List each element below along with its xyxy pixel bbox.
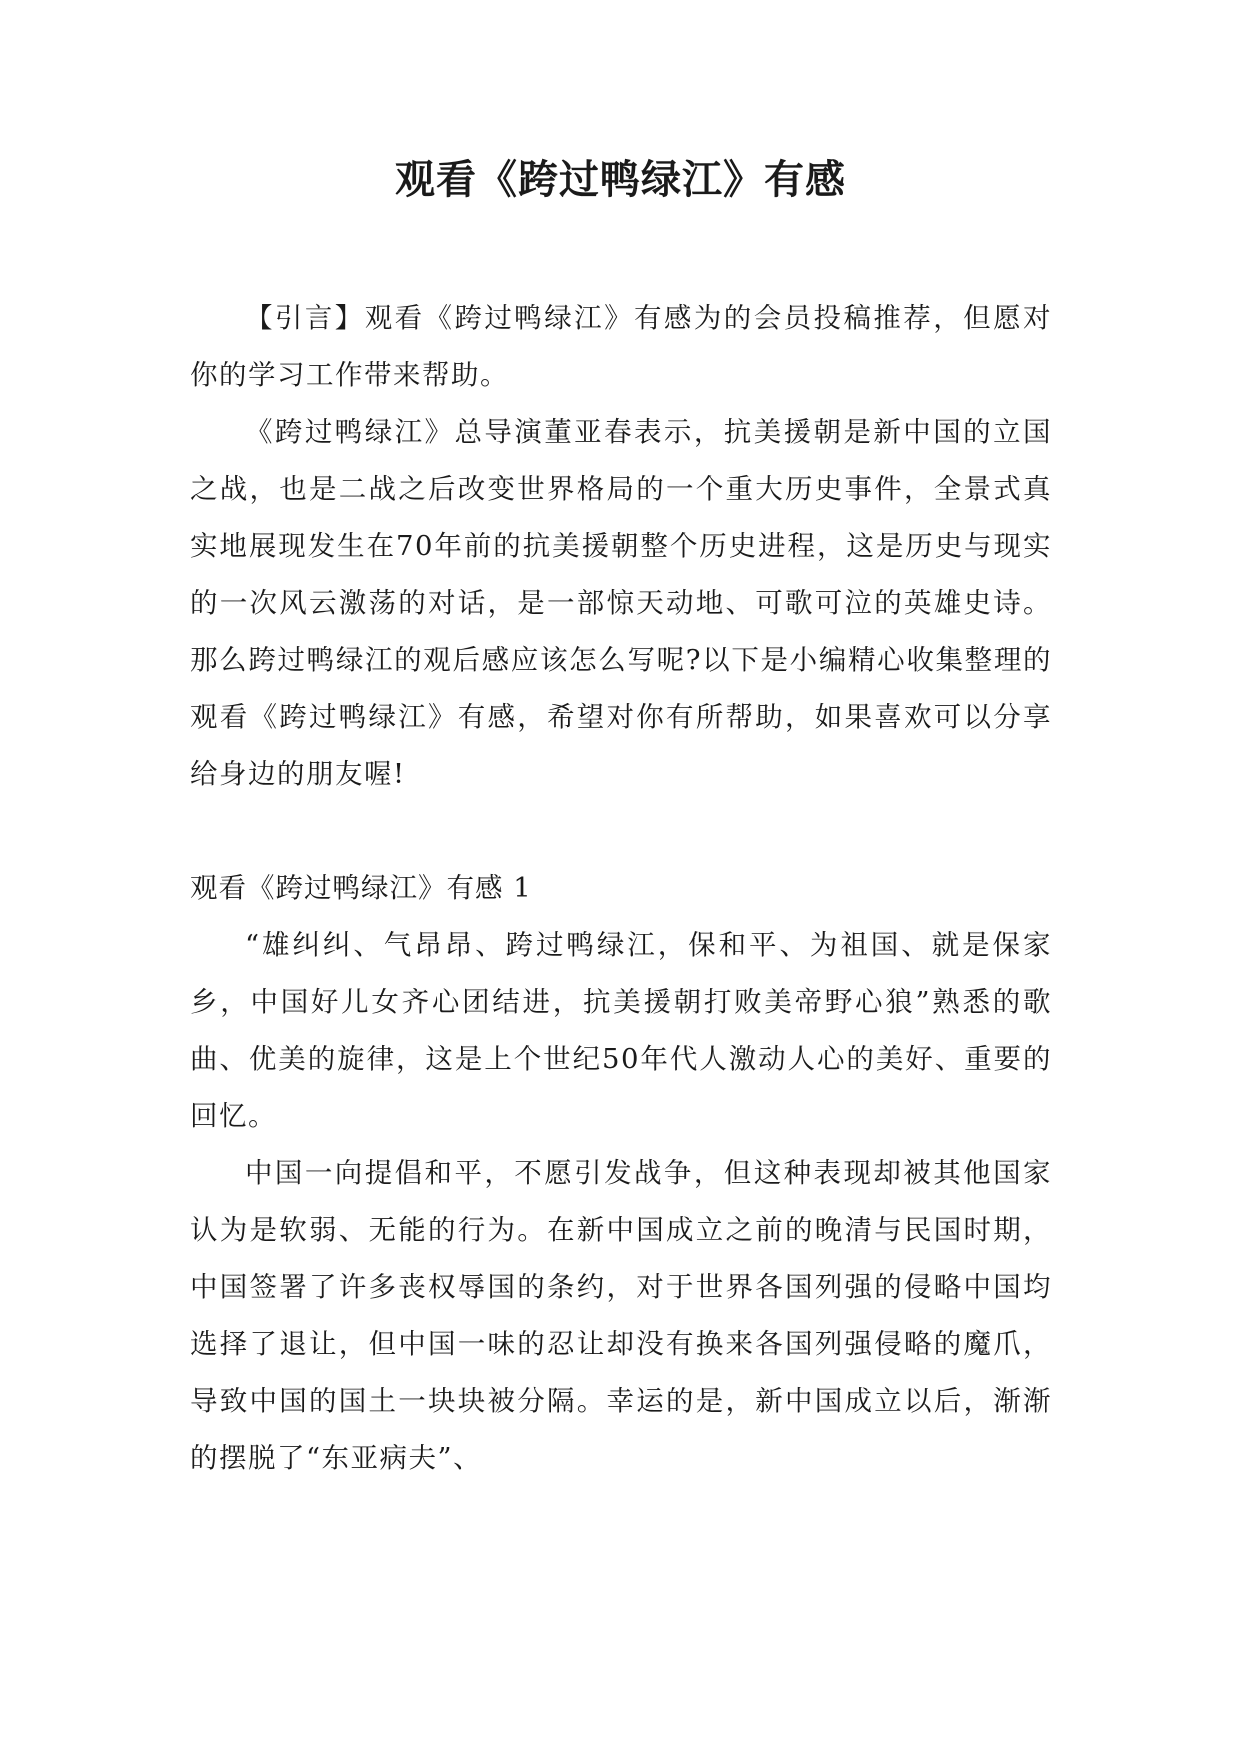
body-paragraph: 中国一向提倡和平，不愿引发战争，但这种表现却被其他国家认为是软弱、无能的行为。在新中国成立之前的晚清与民国时期，中国签署了许多丧权辱国的条约，对于世界各国列强的侵略中国均选择了退让，但中国一味的忍让却没有换来各国列强侵略的魔爪，导致中国的国土一块块被分隔。幸运的是，新中国成立以后，渐渐的摆脱了“东亚病夫”、 bbox=[190, 1157, 1052, 1474]
paragraph-spacer bbox=[190, 803, 1052, 860]
section-heading: 观看《跨过鸭绿江》有感 1 bbox=[190, 872, 532, 904]
intro-paragraph: 【引言】观看《跨过鸭绿江》有感为的会员投稿推荐，但愿对你的学习工作带来帮助。 bbox=[190, 302, 1052, 391]
body-paragraph: “雄纠纠、气昂昂、跨过鸭绿江，保和平、为祖国、就是保家乡，中国好儿女齐心团结进，抗美援朝打败美帝野心狼”熟悉的歌曲、优美的旋律，这是上个世纪50年代人激动人心的美好、重要的回忆。 bbox=[190, 929, 1052, 1132]
body-paragraph: 《跨过鸭绿江》总导演董亚春表示，抗美援朝是新中国的立国之战，也是二战之后改变世界格局的一个重大历史事件，全景式真实地展现发生在70年前的抗美援朝整个历史进程，这是历史与现实的一次风云激荡的对话，是一部惊天动地、可歌可泣的英雄史诗。那么跨过鸭绿江的观后感应该怎么写呢?以下是小编精心收集整理的观看《跨过鸭绿江》有感，希望对你有所帮助，如果喜欢可以分享给身边的朋友喔! bbox=[190, 416, 1052, 790]
document-title: 观看《跨过鸭绿江》有感 bbox=[395, 156, 846, 203]
document-body bbox=[190, 290, 1052, 1487]
